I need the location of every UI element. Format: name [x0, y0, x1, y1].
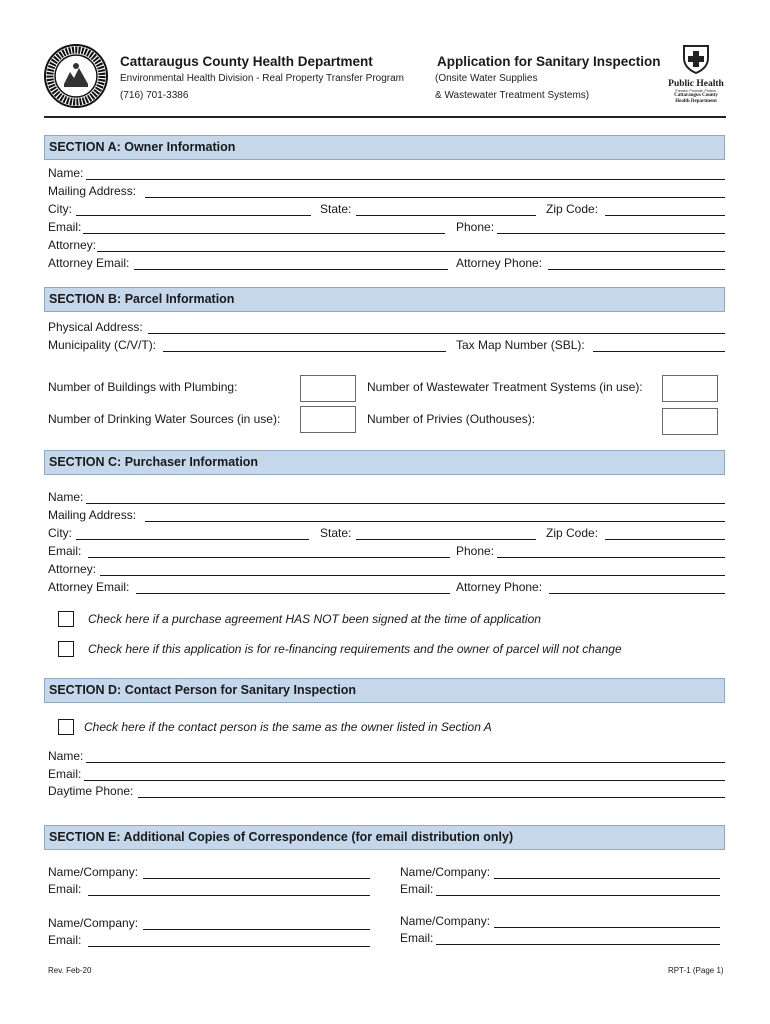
- header-divider: [44, 116, 726, 118]
- logo-county: Cattaraugus County: [674, 93, 718, 98]
- copy1-name-label: Name/Company:: [48, 865, 139, 879]
- municipality-field[interactable]: [163, 351, 446, 352]
- purchaser-state-label: State:: [320, 526, 352, 540]
- department-name: Cattaraugus County Health Department: [120, 54, 373, 69]
- owner-mailing-label: Mailing Address:: [48, 184, 137, 198]
- contact-daytime-phone-label: Daytime Phone:: [48, 784, 134, 798]
- purchaser-email-label: Email:: [48, 544, 82, 558]
- purchaser-name-label: Name:: [48, 490, 84, 504]
- copy3-email-field[interactable]: [88, 946, 370, 947]
- no-purchase-agreement-checkbox[interactable]: [58, 611, 74, 627]
- section-e-header: SECTION E: Additional Copies of Correspondence (for email distribution only): [44, 825, 725, 850]
- owner-state-field[interactable]: [356, 215, 536, 216]
- copy1-email-label: Email:: [48, 882, 82, 896]
- division-name: Environmental Health Division - Real Property Transfer Program: [120, 73, 404, 84]
- contact-same-as-owner-checkbox[interactable]: [58, 719, 74, 735]
- owner-attorney-email-field[interactable]: [134, 269, 448, 270]
- purchaser-mailing-field[interactable]: [145, 521, 725, 522]
- copy3-name-label: Name/Company:: [48, 916, 139, 930]
- county-seal: [44, 44, 108, 108]
- owner-mailing-field[interactable]: [145, 197, 725, 198]
- tax-map-label: Tax Map Number (SBL):: [456, 338, 585, 352]
- application-title: Application for Sanitary Inspection: [437, 54, 661, 69]
- owner-attorney-phone-label: Attorney Phone:: [456, 256, 543, 270]
- owner-email-label: Email:: [48, 220, 82, 234]
- purchaser-state-field[interactable]: [356, 539, 536, 540]
- water-sources-label: Number of Drinking Water Sources (in use):: [48, 412, 281, 426]
- public-health-logo: [666, 44, 726, 106]
- copy1-name-field[interactable]: [143, 878, 370, 879]
- purchaser-attorney-field[interactable]: [100, 575, 725, 576]
- wastewater-systems-input[interactable]: [662, 375, 718, 402]
- purchaser-name-field[interactable]: [86, 503, 725, 504]
- contact-same-as-owner-label: Check here if the contact person is the same as the owner listed in Section A: [84, 720, 492, 734]
- refinancing-checkbox[interactable]: [58, 641, 74, 657]
- revision-label: Rev. Feb-20: [48, 966, 92, 975]
- copy4-email-label: Email:: [400, 931, 434, 945]
- privies-input[interactable]: [662, 408, 718, 435]
- copy4-email-field[interactable]: [436, 944, 720, 945]
- copy2-email-label: Email:: [400, 882, 434, 896]
- owner-name-field[interactable]: [86, 179, 725, 180]
- contact-email-label: Email:: [48, 767, 82, 781]
- refinancing-label: Check here if this application is for re-financing requirements and the owner of parcel will not change: [88, 642, 622, 656]
- section-d-header: SECTION D: Contact Person for Sanitary Inspection: [44, 678, 725, 703]
- municipality-label: Municipality (C/V/T):: [48, 338, 157, 352]
- purchaser-phone-label: Phone:: [456, 544, 495, 558]
- physical-address-field[interactable]: [148, 333, 725, 334]
- owner-state-label: State:: [320, 202, 352, 216]
- purchaser-email-field[interactable]: [88, 557, 450, 558]
- purchaser-attorney-label: Attorney:: [48, 562, 97, 576]
- contact-name-label: Name:: [48, 749, 84, 763]
- purchaser-attorney-phone-field[interactable]: [549, 593, 725, 594]
- owner-attorney-email-label: Attorney Email:: [48, 256, 130, 270]
- application-subtitle-2: & Wastewater Treatment Systems): [435, 90, 590, 101]
- privies-label: Number of Privies (Outhouses):: [367, 412, 536, 426]
- copy2-name-field[interactable]: [494, 878, 720, 879]
- owner-phone-label: Phone:: [456, 220, 495, 234]
- physical-address-label: Physical Address:: [48, 320, 143, 334]
- tax-map-field[interactable]: [593, 351, 725, 352]
- purchaser-city-field[interactable]: [76, 539, 309, 540]
- copy1-email-field[interactable]: [88, 895, 370, 896]
- section-a-header: SECTION A: Owner Information: [44, 135, 725, 160]
- application-subtitle-1: (Onsite Water Supplies: [435, 73, 538, 84]
- logo-tagline: Prevent. Promote. Protect.: [675, 89, 717, 93]
- contact-daytime-phone-field[interactable]: [138, 797, 725, 798]
- department-phone: (716) 701-3386: [120, 90, 189, 101]
- section-b-header: SECTION B: Parcel Information: [44, 287, 725, 312]
- owner-zip-field[interactable]: [605, 215, 725, 216]
- contact-email-field[interactable]: [84, 780, 725, 781]
- purchaser-city-label: City:: [48, 526, 72, 540]
- owner-attorney-phone-field[interactable]: [548, 269, 725, 270]
- copy3-email-label: Email:: [48, 933, 82, 947]
- owner-city-field[interactable]: [76, 215, 311, 216]
- water-sources-input[interactable]: [300, 406, 356, 433]
- owner-attorney-field[interactable]: [97, 251, 725, 252]
- contact-name-field[interactable]: [86, 762, 725, 763]
- logo-department: Health Department: [675, 99, 717, 104]
- owner-zip-label: Zip Code:: [546, 202, 599, 216]
- purchaser-phone-field[interactable]: [497, 557, 725, 558]
- shield-icon: [666, 44, 726, 74]
- copy4-name-label: Name/Company:: [400, 914, 491, 928]
- purchaser-attorney-email-field[interactable]: [136, 593, 450, 594]
- copy3-name-field[interactable]: [143, 929, 370, 930]
- page-label: RPT-1 (Page 1): [668, 966, 724, 975]
- buildings-plumbing-input[interactable]: [300, 375, 356, 402]
- purchaser-attorney-email-label: Attorney Email:: [48, 580, 130, 594]
- purchaser-mailing-label: Mailing Address:: [48, 508, 137, 522]
- copy4-name-field[interactable]: [494, 927, 720, 928]
- purchaser-attorney-phone-label: Attorney Phone:: [456, 580, 543, 594]
- buildings-plumbing-label: Number of Buildings with Plumbing:: [48, 380, 238, 394]
- owner-attorney-label: Attorney:: [48, 238, 97, 252]
- owner-name-label: Name:: [48, 166, 84, 180]
- purchaser-zip-label: Zip Code:: [546, 526, 599, 540]
- purchaser-zip-field[interactable]: [605, 539, 725, 540]
- copy2-name-label: Name/Company:: [400, 865, 491, 879]
- no-purchase-agreement-label: Check here if a purchase agreement HAS NOT been signed at the time of application: [88, 612, 541, 626]
- wastewater-systems-label: Number of Wastewater Treatment Systems (in use):: [367, 380, 643, 394]
- section-c-header: SECTION C: Purchaser Information: [44, 450, 725, 475]
- owner-phone-field[interactable]: [497, 233, 725, 234]
- copy2-email-field[interactable]: [436, 895, 720, 896]
- owner-city-label: City:: [48, 202, 72, 216]
- owner-email-field[interactable]: [83, 233, 445, 234]
- logo-title: Public Health: [668, 79, 724, 89]
